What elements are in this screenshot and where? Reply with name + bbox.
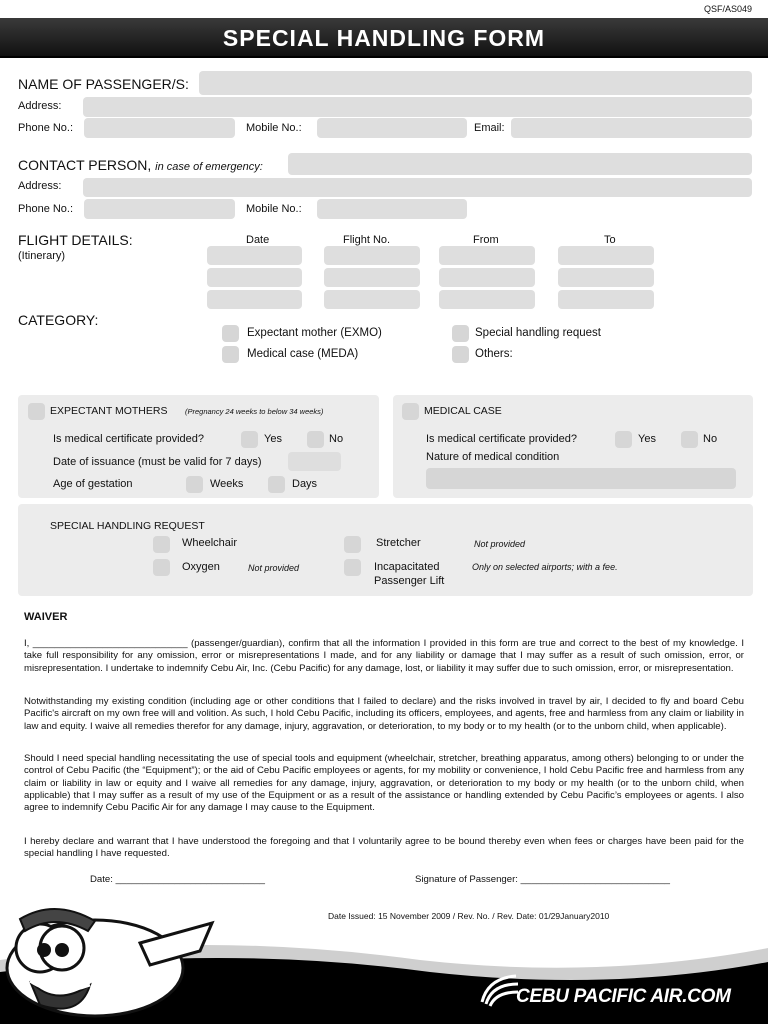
wheelchair-label: Wheelchair xyxy=(182,537,238,549)
flight-to-3[interactable] xyxy=(558,290,654,309)
lift-label-line1: Incapacitated xyxy=(374,561,440,573)
expectant-cert-no-checkbox[interactable] xyxy=(307,431,324,448)
passenger-mobile-label: Mobile No.: xyxy=(246,122,302,134)
medical-cert-question: Is medical certificate provided? xyxy=(426,433,578,445)
wheelchair-checkbox[interactable] xyxy=(153,536,170,553)
expectant-date-field[interactable] xyxy=(288,452,341,471)
flight-from-1[interactable] xyxy=(439,246,535,265)
expectant-note: (Pregnancy 24 weeks to below 34 weeks) xyxy=(185,407,324,416)
brand-name: CEBU PACIFIC AIR.COM xyxy=(516,986,731,1007)
waiver-paragraph-1: I, _____________________________ (passenger/guardian), confirm that all the information I provided in this form are true and correct to the best of my knowledge. I take full responsibility for any omission, error or misrepresentations I made, and for any liability or damage that I may suffer as a result of such omission, error, or misrepresentation. I undertake to indemnify Cebu Air, Inc. (Cebu Pacific) for any damage, lost, or liability it may suffer due to such omission, error, or misrepresentation. xyxy=(24,638,744,674)
flight-no-1[interactable] xyxy=(324,246,420,265)
oxygen-note: Not provided xyxy=(248,563,300,573)
form-code: QSF/AS049 xyxy=(703,4,752,14)
passenger-email-label: Email: xyxy=(474,122,505,134)
expectant-days-field[interactable] xyxy=(268,476,285,493)
expectant-weeks-field[interactable] xyxy=(186,476,203,493)
medical-cert-yes-label: Yes xyxy=(638,433,656,445)
passenger-name-field[interactable] xyxy=(199,71,752,95)
flight-to-2[interactable] xyxy=(558,268,654,287)
lift-label xyxy=(374,560,444,588)
flight-no-3[interactable] xyxy=(324,290,420,309)
lift-label-line2: Passenger Lift xyxy=(374,575,445,587)
contact-address-field[interactable] xyxy=(83,178,752,197)
category-meda-checkbox[interactable] xyxy=(222,346,239,363)
expectant-cert-yes-checkbox[interactable] xyxy=(241,431,258,448)
waiver-heading: WAIVER xyxy=(24,611,68,623)
brand-swirl-icon xyxy=(478,972,520,1008)
category-special-checkbox[interactable] xyxy=(452,325,469,342)
category-exmo-checkbox[interactable] xyxy=(222,325,239,342)
waiver-paragraph-4: I hereby declare and warrant that I have understood the foregoing and that I voluntarily agree to be bound thereby even when fees or charges have been paid for the special handling I have requested. xyxy=(24,836,744,860)
expectant-weeks-label: Weeks xyxy=(210,478,244,490)
flight-from-3[interactable] xyxy=(439,290,535,309)
expectant-cert-no-label: No xyxy=(329,433,344,445)
date-issued: Date Issued: 15 November 2009 / Rev. No. / Rev. Date: 01/29January2010 xyxy=(328,911,610,921)
flight-date-3[interactable] xyxy=(207,290,302,309)
flight-sub: (Itinerary) xyxy=(18,250,66,262)
expectant-age-question: Age of gestation xyxy=(53,478,133,490)
flight-from-2[interactable] xyxy=(439,268,535,287)
flight-col-from: From xyxy=(473,234,499,246)
expectant-days-label: Days xyxy=(292,478,318,490)
contact-mobile-label: Mobile No.: xyxy=(246,203,302,215)
expectant-checkbox[interactable] xyxy=(28,403,45,420)
medical-nature-field[interactable] xyxy=(426,468,736,489)
medical-nature-label: Nature of medical condition xyxy=(426,451,560,463)
passenger-heading: NAME OF PASSENGER/S: xyxy=(18,76,189,92)
passenger-phone-field[interactable] xyxy=(84,118,235,138)
contact-name-field[interactable] xyxy=(288,153,752,175)
category-others-label: Others: xyxy=(475,348,513,360)
category-meda-label: Medical case (MEDA) xyxy=(247,348,359,360)
waiver-signature[interactable]: Signature of Passenger: ____________________________ xyxy=(415,874,670,885)
flight-heading: FLIGHT DETAILS: xyxy=(18,232,133,248)
stretcher-label: Stretcher xyxy=(376,537,421,549)
special-heading: SPECIAL HANDLING REQUEST xyxy=(50,520,205,532)
medical-cert-no-label: No xyxy=(703,433,718,445)
flight-col-flight: Flight No. xyxy=(343,234,391,246)
contact-phone-field[interactable] xyxy=(84,199,235,219)
passenger-address-label: Address: xyxy=(18,100,62,112)
lift-note: Only on selected airports; with a fee. xyxy=(472,562,618,572)
expectant-cert-question: Is medical certificate provided? xyxy=(53,433,205,445)
flight-col-date: Date xyxy=(246,234,270,246)
category-special-label: Special handling request xyxy=(475,327,601,339)
passenger-address-field[interactable] xyxy=(83,97,752,117)
medical-heading: MEDICAL CASE xyxy=(424,405,502,417)
waiver-paragraph-2: Notwithstanding my existing condition (including age or other conditions that I failed to declare) and the risks involved in travel by air, I decided to fly and board Cebu Pacific's aircraft on my own free will and volition. As such, I hold Cebu Pacific, including its officers, employees, and agents, free and harmless from any claim or liability in law and equity. I waive all remedies therefor for any damage, injury, aggravation, or deterioration, to my body or to my health (or to the unborn child, when applicable). xyxy=(24,696,744,732)
passenger-email-field[interactable] xyxy=(511,118,752,138)
stretcher-checkbox[interactable] xyxy=(344,536,361,553)
flight-to-1[interactable] xyxy=(558,246,654,265)
mascot-airplane-icon xyxy=(0,893,220,1024)
expectant-heading: EXPECTANT MOTHERS xyxy=(50,405,168,417)
contact-heading-note: in case of emergency: xyxy=(155,161,263,173)
expectant-date-question: Date of issuance (must be valid for 7 days) xyxy=(53,456,262,468)
waiver-paragraph-3: Should I need special handling necessitating the use of special tools and equipment (wheelchair, stretcher, breathing apparatus, among others) belonging to or under the control of Cebu Pacific (the “Equipment”); or the aid of Cebu Pacific employees or agents, for my mobility or convenience, I hold Cebu Pacific free and harmless from any claim or liability in law or equity and I waive all remedies for any damage, injury, aggravation, or deterioration to my body or my health (or to the unborn child, when applicable) that I may suffer as a result of my use of the Equipment or as a result of the assistance or handling extended by Cebu Pacific’s employees or agents. I also agree to indemnify Cebu Pacific Air for any damage I may cause to the Equipment. xyxy=(24,753,744,814)
contact-mobile-field[interactable] xyxy=(317,199,467,219)
page-title: SPECIAL HANDLING FORM xyxy=(222,25,546,51)
oxygen-label: Oxygen xyxy=(182,561,220,573)
flight-no-2[interactable] xyxy=(324,268,420,287)
flight-date-1[interactable] xyxy=(207,246,302,265)
medical-checkbox[interactable] xyxy=(402,403,419,420)
category-others-checkbox[interactable] xyxy=(452,346,469,363)
expectant-cert-yes-label: Yes xyxy=(264,433,282,445)
title-bar xyxy=(0,18,768,58)
contact-heading xyxy=(18,157,263,173)
contact-heading-text: CONTACT PERSON, xyxy=(18,157,152,173)
flight-date-2[interactable] xyxy=(207,268,302,287)
waiver-date[interactable]: Date: ____________________________ xyxy=(90,874,265,885)
stretcher-note: Not provided xyxy=(474,539,526,549)
passenger-phone-label: Phone No.: xyxy=(18,122,74,134)
flight-col-to: To xyxy=(604,234,616,246)
category-exmo-label: Expectant mother (EXMO) xyxy=(247,327,382,339)
category-heading: CATEGORY: xyxy=(18,312,99,328)
contact-phone-label: Phone No.: xyxy=(18,203,74,215)
medical-cert-no-checkbox[interactable] xyxy=(681,431,698,448)
lift-checkbox[interactable] xyxy=(344,559,361,576)
medical-cert-yes-checkbox[interactable] xyxy=(615,431,632,448)
passenger-mobile-field[interactable] xyxy=(317,118,467,138)
oxygen-checkbox[interactable] xyxy=(153,559,170,576)
contact-address-label: Address: xyxy=(18,180,62,192)
